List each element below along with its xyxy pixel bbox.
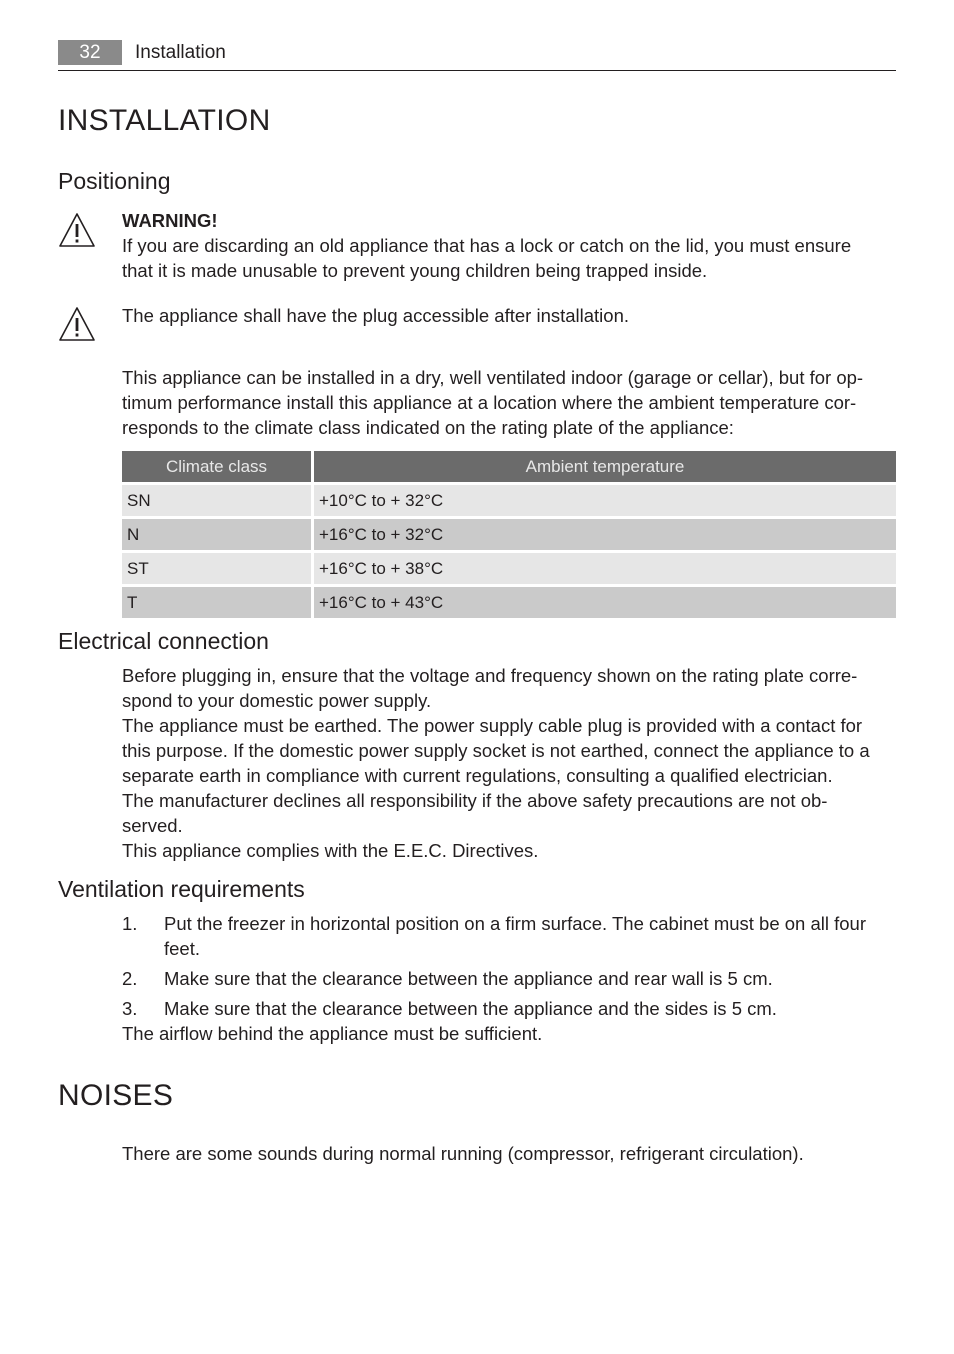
step-number: 1. xyxy=(122,913,138,934)
electrical-line: spond to your domestic power supply. xyxy=(122,690,432,711)
heading-electrical-connection: Electrical connection xyxy=(58,628,269,654)
list-item xyxy=(122,966,898,991)
electrical-line: this purpose. If the domestic power supply socket is not earthed, connect the appliance to a xyxy=(122,740,870,761)
intro-line: responds to the climate class indicated on the rating plate of the appliance: xyxy=(122,417,734,438)
warning-triangle-icon xyxy=(58,306,96,342)
list-item xyxy=(122,996,898,1021)
table-row xyxy=(122,587,896,618)
step-number: 2. xyxy=(122,968,138,989)
section-title-installation: INSTALLATION xyxy=(58,104,271,137)
temperature-cell: +16°C to + 38°C xyxy=(314,553,896,584)
electrical-line: Before plugging in, ensure that the voltage and frequency shown on the rating plate corre- xyxy=(122,665,858,686)
section-title-noises: NOISES xyxy=(58,1079,174,1112)
step-text: Put the freezer in horizontal position on a firm surface. The cabinet must be on all four xyxy=(164,913,867,934)
climate-class-table xyxy=(122,448,896,621)
heading-positioning: Positioning xyxy=(58,168,171,194)
climate-class-cell: T xyxy=(122,587,314,618)
step-text: feet. xyxy=(164,938,200,959)
heading-ventilation-requirements: Ventilation requirements xyxy=(58,876,305,902)
temperature-cell: +16°C to + 32°C xyxy=(314,519,896,550)
electrical-line: This appliance complies with the E.E.C. Directives. xyxy=(122,840,539,861)
step-text: Make sure that the clearance between the appliance and rear wall is 5 cm. xyxy=(164,968,773,989)
table-row xyxy=(122,553,896,584)
table-row xyxy=(122,485,896,516)
table-row xyxy=(122,519,896,550)
electrical-line: The manufacturer declines all responsibility if the above safety precautions are not ob- xyxy=(122,790,828,811)
table-header-row xyxy=(122,451,896,482)
plug-note: The appliance shall have the plug accessible after installation. xyxy=(122,305,630,326)
airflow-note: The airflow behind the appliance must be sufficient. xyxy=(122,1023,543,1044)
warning-text-line: If you are discarding an old appliance that has a lock or catch on the lid, you must ensure xyxy=(122,235,852,256)
warning-block xyxy=(122,208,898,283)
electrical-line: served. xyxy=(122,815,183,836)
climate-intro xyxy=(122,365,898,440)
step-text: Make sure that the clearance between the appliance and the sides is 5 cm. xyxy=(164,998,777,1019)
electrical-line: The appliance must be earthed. The power supply cable plug is provided with a contact for xyxy=(122,715,863,736)
warning-label: WARNING! xyxy=(122,210,218,231)
temperature-cell: +16°C to + 43°C xyxy=(314,587,896,618)
list-item xyxy=(122,911,898,961)
intro-line: This appliance can be installed in a dry, well ventilated indoor (garage or cellar), but for op- xyxy=(122,367,864,388)
column-header-ambient-temperature: Ambient temperature xyxy=(314,451,896,482)
climate-class-cell: N xyxy=(122,519,314,550)
page-number: 32 xyxy=(58,40,122,65)
header-divider xyxy=(58,70,896,71)
electrical-text xyxy=(122,663,898,863)
climate-class-cell: ST xyxy=(122,553,314,584)
climate-class-cell: SN xyxy=(122,485,314,516)
warning-triangle-icon xyxy=(58,212,96,248)
noises-text: There are some sounds during normal running (compressor, refrigerant circulation). xyxy=(122,1143,804,1164)
warning-text-line: that it is made unusable to prevent young children being trapped inside. xyxy=(122,260,708,281)
temperature-cell: +10°C to + 32°C xyxy=(314,485,896,516)
intro-line: timum performance install this appliance at a location where the ambient temperature cor- xyxy=(122,392,857,413)
running-header: Installation xyxy=(135,42,226,63)
ventilation-steps xyxy=(122,911,898,1026)
step-number: 3. xyxy=(122,998,138,1019)
electrical-line: separate earth in compliance with current regulations, consulting a qualified electrician. xyxy=(122,765,833,786)
column-header-climate-class: Climate class xyxy=(122,451,314,482)
